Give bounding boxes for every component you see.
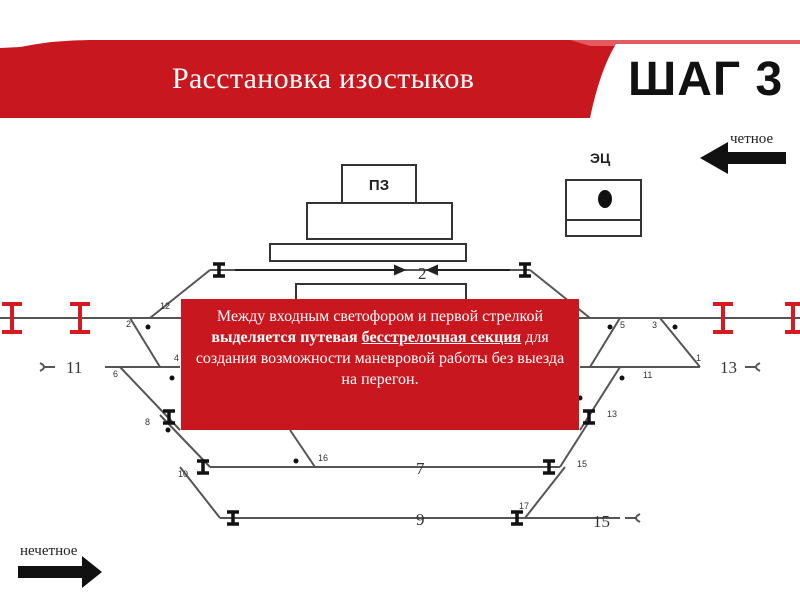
track-7-number: 7 — [416, 459, 425, 478]
even-direction-label: четное — [730, 131, 774, 147]
switch-3-number: 3 — [652, 320, 658, 330]
odd-direction-label: нечетное — [20, 543, 78, 559]
explanation-callout — [181, 299, 579, 430]
switch-13-number: 13 — [607, 409, 618, 419]
callout-text-part2: для создания возможности маневровой работы без выезда на перегон. — [195, 329, 565, 388]
switch-17-number: 17 — [519, 501, 530, 511]
switch-11-diverging — [580, 367, 620, 430]
switch-12-number: 12 — [160, 301, 171, 311]
switch-16-number: 16 — [318, 453, 329, 463]
switch-6-number: 6 — [113, 369, 119, 379]
switch-10-number: 10 — [178, 469, 189, 479]
callout-text-underline: бесстрелочная секция — [361, 329, 522, 346]
track-11-number: 11 — [66, 358, 83, 377]
switch-5-diverging — [590, 318, 620, 367]
callout-text-bold: выделяется путевая — [211, 329, 358, 346]
track-2-arrows — [235, 266, 510, 274]
switch-1-number: 1 — [696, 353, 702, 363]
interlocking-post-light-icon — [598, 190, 612, 208]
switch-11-number: 11 — [643, 370, 653, 380]
interlocking-post-label: ЭЦ — [590, 150, 611, 166]
track-13-number: 13 — [720, 358, 737, 377]
passenger-building-label: ПЗ — [368, 177, 390, 194]
track-9-number: 9 — [416, 510, 425, 529]
odd-direction-arrow-icon — [18, 556, 102, 588]
switch-2-diverging — [130, 318, 160, 367]
slide-title: Расстановка изостыков — [172, 62, 475, 95]
track-2-number: 2 — [418, 264, 427, 283]
track-15-number: 15 — [593, 512, 610, 531]
interlocking-post — [566, 180, 641, 236]
callout-text-part1: Между входным светофором и первой стрелкой — [216, 308, 544, 325]
step-label: ШАГ 3 — [628, 53, 784, 106]
switch-2-number: 2 — [126, 319, 132, 329]
switch-4-number: 4 — [174, 353, 180, 363]
switch-5-number: 5 — [620, 320, 626, 330]
switch-15-number: 15 — [577, 459, 588, 469]
even-direction-arrow-icon — [700, 142, 786, 174]
switch-1-diverging — [660, 318, 700, 367]
switch-8-number: 8 — [145, 417, 151, 427]
